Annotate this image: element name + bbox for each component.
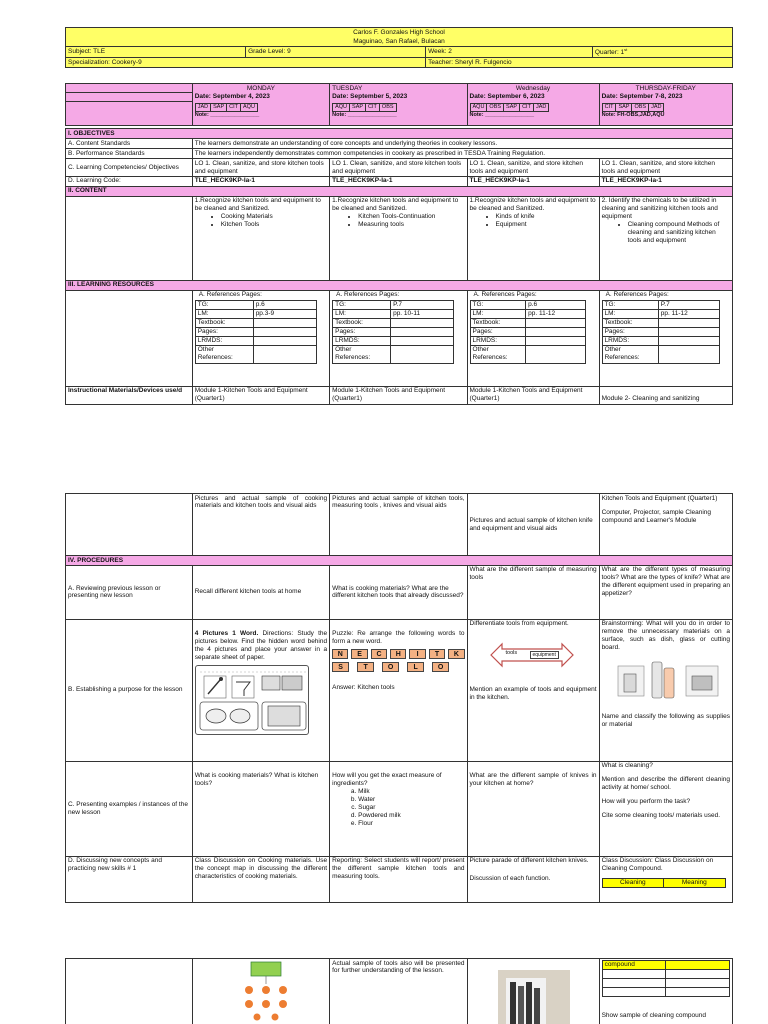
discussing-label: D. Discussing new concepts and practicing new skills # 1	[66, 856, 193, 902]
list-item: c. Sugar	[358, 804, 464, 812]
school-name: Carlos F. Gonzales High School	[66, 28, 733, 38]
content-wednesday: 1.Recognize kitchen tools and equipment to be cleaned and Sanitized. • Kinds of knife • Equipment	[467, 196, 599, 280]
content-blank	[66, 196, 193, 280]
content-standards-text: The learners demonstrate an understanding of core concepts and underlying theories in cookery lessons.	[192, 139, 732, 149]
performance-standards-text: The learners independently demonstrates common competencies in cookery as prescribed in TESDA Training Regulation.	[192, 149, 732, 159]
list-item: • Kitchen Tools-Continuation	[358, 213, 464, 221]
purpose-tuesday: Puzzle: Re arrange the following words to form a new word. N E C H I T K S T O L O Answer: Kitchen tools	[330, 619, 467, 761]
objectives-heading: I. OBJECTIVES	[66, 129, 733, 139]
codes-monday: JAD SAP CIT AQU Note: ________________	[192, 102, 329, 126]
competency-tuesday: LO 1. Clean, sanitize, and store kitchen tools and equipment	[330, 159, 467, 177]
grade-cell: Grade Level: 9	[246, 47, 426, 58]
competency-wednesday: LO 1. Clean, sanitize, and store kitchen tools and equipment	[467, 159, 599, 177]
review-monday: Recall different kitchen tools at home	[192, 565, 329, 619]
list-item: d. Powdered milk	[358, 812, 464, 820]
review-label: A. Reviewing previous lesson or presenting new lesson	[66, 565, 193, 619]
concept-map-image	[192, 959, 329, 1024]
discussing-thursday: Class Discussion: Class Discussion on Cleaning Compound. Cleaning Meaning	[599, 856, 732, 902]
page-two-table	[65, 493, 733, 903]
resources-heading: III. LEARNING RESOURCES	[66, 280, 733, 290]
quarter-cell: Quarter: 1st	[592, 47, 732, 58]
procedures-heading: IV. PROCEDURES	[66, 556, 733, 566]
examples-tuesday: How will you get the exact measure of ingredients? a. Milk b. Water c. Sugar d. Powdered milk e. Flour	[330, 761, 467, 856]
instr-thursday: Module 2- Cleaning and sanitizing	[599, 386, 732, 404]
purpose-label: B. Establishing a purpose for the lesson	[66, 619, 193, 761]
purpose-wednesday: Differentiate tools from equipment. tools equipment Mention an example of tools and equipment in the kitchen.	[467, 619, 599, 761]
list-item: • Cooking Materials	[221, 213, 327, 221]
school-address: Maguinao, San Rafael, Bulacan	[66, 37, 733, 46]
competencies-label: C. Learning Competencies/ Objectives	[66, 159, 193, 177]
review-tuesday: What is cooking materials? What are the different kitchen tools that already discussed?	[330, 565, 467, 619]
codes-wednesday: AQU OBS SAP CIT JAD Note: ________________	[467, 102, 599, 126]
review-thursday: What are the different types of measuring tools? What are the types of knife? What are the different equipment used in preparing an appetizer?	[599, 565, 732, 619]
list-item: • Kitchen Tools	[221, 221, 327, 229]
scrambled-row-2: S T O L O	[332, 662, 464, 672]
materials-thursday: Kitchen Tools and Equipment (Quarter1) Computer, Projector, sample Cleaning compound and Learner's Module	[599, 494, 732, 556]
day-tuesday: TUESDAY	[330, 84, 467, 93]
codes-tuesday: AQU SAP CIT OBS Note: ________________	[330, 102, 467, 126]
competency-thursday: LO 1. Clean, sanitize, and store kitchen tools and equipment	[599, 159, 732, 177]
week-cell: Week: 2	[426, 47, 593, 58]
tools-equipment-arrow: tools equipment	[490, 642, 574, 668]
list-item: • Cleaning compound Methods of cleaning and sanitizing kitchen tools and equipment	[628, 221, 730, 245]
day-monday: MONDAY	[192, 84, 329, 93]
codes-thursday: CIT SAP OBS JAD Note: FH-OBS,JAD,AQU	[599, 102, 732, 126]
blank-date	[66, 93, 193, 102]
examples-wednesday: What are the different sample of knives in your kitchen at home?	[467, 761, 599, 856]
content-tuesday: 1.Recognize kitchen tools and equipment to be cleaned and Sanitized. • Kitchen Tools-Continuation • Measuring tools	[330, 196, 467, 280]
content-monday: 1.Recognize kitchen tools and equipment to be cleaned and Sanitized. • Cooking Materials • Kitchen Tools	[192, 196, 329, 280]
header-block	[65, 27, 733, 68]
date-monday: Date: September 4, 2023	[192, 93, 329, 102]
date-wednesday: Date: September 6, 2023	[467, 93, 599, 102]
learning-code-thursday: TLE_HECK9KP-Ia-1	[599, 176, 732, 186]
purpose-monday: 4 Pictures 1 Word. Directions: Study the pictures below. Find the hidden word behind the 4 pictures and place your answer in a separate sheet of paper.	[192, 619, 329, 761]
purpose-thursday: Brainstorming: What will you do in order to remove the unnecessary materials on a surface, such as dish, glass or cutting board. Name and classify the following as supplies or material	[599, 619, 732, 761]
p3-tuesday: Actual sample of tools also will be presented for further understanding of the lesson.	[330, 959, 467, 1024]
blank-header	[66, 84, 193, 93]
subject-cell: Subject: TLE	[66, 47, 246, 58]
p3-blank	[66, 959, 193, 1024]
discussing-tuesday: Reporting: Select students will report/ present the different sample kitchen tools and measuring tools.	[330, 856, 467, 902]
learning-code-monday: TLE_HECK9KP-Ia-1	[192, 176, 329, 186]
materials-monday: Pictures and actual sample of cooking materials and kitchen tools and visual aids	[192, 494, 329, 556]
materials-wednesday: Pictures and actual sample of kitchen knife and equipment and visual aids	[467, 494, 599, 556]
list-item: b. Water	[358, 796, 464, 804]
review-wednesday: What are the different sample of measuring tools	[467, 565, 599, 619]
p3-thursday: compound Show sample of cleaning compound	[599, 959, 732, 1024]
date-tuesday: Date: September 5, 2023	[330, 93, 467, 102]
materials-blank	[66, 494, 193, 556]
competency-monday: LO 1. Clean, sanitize, and store kitchen tools and equipment	[192, 159, 329, 177]
knives-photo	[467, 959, 599, 1024]
instr-monday: Module 1-Kitchen Tools and Equipment (Quarter1)	[192, 386, 329, 404]
list-item: e. Flour	[358, 820, 464, 828]
day-wednesday: Wednesday	[467, 84, 599, 93]
day-thursday-friday: THURSDAY-FRIDAY	[599, 84, 732, 93]
examples-monday: What is cooking materials? What is kitchen tools?	[192, 761, 329, 856]
list-item: • Equipment	[496, 221, 597, 229]
discussing-wednesday: Picture parade of different kitchen knives. Discussion of each function.	[467, 856, 599, 902]
examples-thursday: What is cleaning? Mention and describe the different cleaning activity at home/ school. How will you perform the task? Cite some cleaning tools/ materials used.	[599, 761, 732, 856]
refs-thursday: A. References Pages: TG: P.7 LM: pp. 11-12 Textbook: Pages: LRMDS: Other References:	[599, 290, 732, 386]
blank-codes	[66, 102, 193, 126]
teacher-cell: Teacher: Sheryl R. Fulgencio	[426, 58, 733, 68]
learning-code-tuesday: TLE_HECK9KP-Ia-1	[330, 176, 467, 186]
performance-standards-label: B. Performance Standards	[66, 149, 193, 159]
learning-code-label: D. Learning Code:	[66, 176, 193, 186]
list-item: • Kinds of knife	[496, 213, 597, 221]
learning-code-wednesday: TLE_HECK9KP-Ia-1	[467, 176, 599, 186]
instr-wednesday: Module 1-Kitchen Tools and Equipment (Quarter1)	[467, 386, 599, 404]
list-item: a. Milk	[358, 788, 464, 796]
materials-tuesday: Pictures and actual sample of kitchen tools, measuring tools , knives and visual aids	[330, 494, 467, 556]
specialization-cell: Specialization: Cookery-9	[66, 58, 426, 68]
scrambled-row-1: N E C H I T K	[332, 649, 464, 659]
discussing-monday: Class Discussion on Cooking materials. Use the concept map in discussing the different characteristics of cooking materials.	[192, 856, 329, 902]
content-thursday: 2. Identify the chemicals to be utilized in cleaning and sanitizing kitchen tools and equipment • Cleaning compound Methods of cleaning and sanitizing kitchen tools and equipment	[599, 196, 732, 280]
resources-blank	[66, 290, 193, 386]
refs-monday: A. References Pages: TG: p.6 LM: pp.3-9 Textbook: Pages: LRMDS: Other References:	[192, 290, 329, 386]
refs-tuesday: A. References Pages: TG: P.7 LM: pp. 10-11 Textbook: Pages: LRMDS: Other References:	[330, 290, 467, 386]
main-table	[65, 83, 733, 405]
refs-wednesday: A. References Pages: TG: p.6 LM: pp. 11-12 Textbook: Pages: LRMDS: Other References:	[467, 290, 599, 386]
four-pictures-image	[195, 665, 309, 735]
page-three-table	[65, 958, 733, 1024]
cleaning-supplies-image	[616, 660, 730, 703]
examples-label: C. Presenting examples / instances of the new lesson	[66, 761, 193, 856]
content-heading: II. CONTENT	[66, 186, 733, 196]
cleaning-meaning-bar: Cleaning Meaning	[602, 878, 726, 888]
instr-tuesday: Module 1-Kitchen Tools and Equipment (Quarter1)	[330, 386, 467, 404]
date-thursday: Date: September 7-8, 2023	[599, 93, 732, 102]
content-standards-label: A. Content Standards	[66, 139, 193, 149]
list-item: • Measuring tools	[358, 221, 464, 229]
instructional-materials-label: Instructional Materials/Devices use/d	[66, 386, 193, 404]
